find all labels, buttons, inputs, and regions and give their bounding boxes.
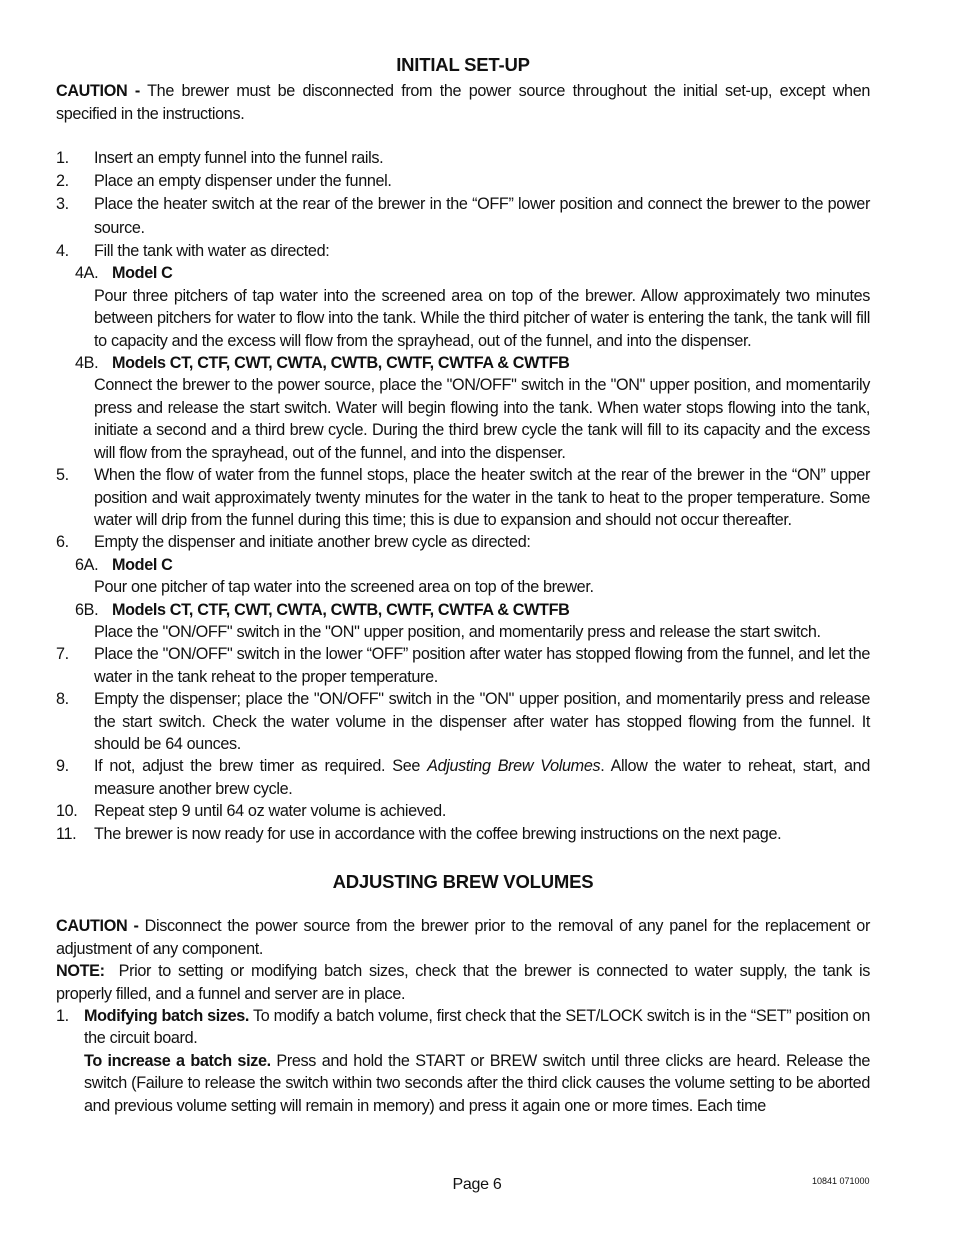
increase-label: To increase a batch size.: [84, 1051, 271, 1070]
item-number: 9.: [56, 757, 69, 776]
sub-item-label: Model C: [112, 264, 173, 283]
list-item: [56, 147, 870, 169]
list-item: [56, 755, 870, 800]
setup-caution: [56, 80, 870, 125]
list-item: [56, 240, 870, 262]
document-body: [56, 54, 870, 1117]
list-item: [56, 688, 870, 755]
adjusting-title: ADJUSTING BREW VOLUMES: [332, 871, 594, 892]
list-item: [56, 823, 870, 845]
sub-item-label: Models CT, CTF, CWT, CWTA, CWTB, CWTF, CWTFA & CWTFB: [112, 600, 570, 619]
sub-item-number: 6A.: [75, 555, 99, 574]
sub-item-number: 6B.: [75, 600, 99, 619]
note-label: NOTE:: [56, 962, 105, 981]
sub-item-number: 4B.: [75, 354, 99, 373]
note-text: Prior to setting or modifying batch sizes, check that the brewer is connected to water supply, the tank is properly filled, and a funnel and server are in place.: [56, 962, 871, 1003]
item-text: Empty the dispenser; place the "ON/OFF" switch in the "ON" upper position, and momentarily press and release the start switch. Check the water volume in the dispenser after water has stopped flowing from the funnel. It should be 64 ounces.: [94, 690, 870, 753]
item-number: 2.: [56, 171, 69, 190]
sub-item-heading: [56, 352, 870, 374]
sub-item-text: Pour one pitcher of tap water into the screened area on top of the brewer.: [94, 578, 594, 597]
sub-item-label: Model C: [112, 555, 173, 574]
list-item: [56, 1005, 870, 1050]
adjusting-caution: [56, 915, 870, 960]
sub-item-text: Pour three pitchers of tap water into the screened area on top of the brewer. Allow approximately two minutes between pitchers for water to flow into the tank. While the third pitcher of water is entering the tank, the tank will fill to capacity and the excess will flow from the sprayhead, out of the funnel, and into the dispenser.: [94, 286, 870, 350]
increase-text: Press and hold the START or BREW switch until three clicks are heard. Release the switch (Failure to release the switch within two seconds after the third click causes the volume setting to be aborted and previous volume setting will remain in memory) and press it again one or more times. Each time: [84, 1051, 870, 1115]
item-text: Place the "ON/OFF" switch in the lower “OFF” position after water has stopped flowing from the funnel, and let the water in the tank reheat to the proper temperature.: [94, 645, 870, 686]
item-text: Repeat step 9 until 64 oz water volume is achieved.: [94, 802, 446, 821]
sub-item-number: 4A.: [75, 264, 99, 283]
sub-item-heading: [56, 262, 870, 284]
list-item: [56, 643, 870, 688]
item-number: 1.: [56, 1007, 69, 1026]
list-item: [56, 800, 870, 822]
list-item: [56, 170, 870, 192]
adjusting-section: [56, 871, 870, 1117]
item-number: 1.: [56, 149, 69, 168]
item-text: To modify a batch volume, first check that the SET/LOCK switch is in the “SET” position on the circuit board.: [84, 1007, 870, 1048]
item-text: Empty the dispenser and initiate another brew cycle as directed:: [94, 533, 531, 552]
item-label: Modifying batch sizes.: [84, 1007, 250, 1026]
caution-label: CAUTION -: [56, 82, 140, 101]
adjusting-note: [56, 960, 870, 1005]
initial-setup-title: INITIAL SET-UP: [396, 54, 530, 75]
page-number: Page 6: [452, 1176, 502, 1193]
caution-text: The brewer must be disconnected from the power source throughout the initial set-up, except when specified in the instructions.: [56, 82, 870, 123]
item-number: 6.: [56, 533, 69, 552]
spacer: [56, 125, 870, 147]
item-text: The brewer is now ready for use in accordance with the coffee brewing instructions on the next page.: [94, 824, 782, 843]
item-number: 7.: [56, 645, 69, 664]
item-text: Place the heater switch at the rear of the brewer in the “OFF” lower position and connect the brewer to the power source.: [94, 195, 870, 238]
list-item: [56, 192, 870, 240]
list-item: [56, 464, 870, 531]
item-text: Insert an empty funnel into the funnel rails.: [94, 149, 384, 168]
sub-item-heading: [56, 554, 870, 576]
document-code: 10841 071000: [812, 1176, 870, 1186]
item-number: 5.: [56, 466, 69, 485]
item-text: When the flow of water from the funnel stops, place the heater switch at the rear of the brewer in the “ON” upper position and wait approximately twenty minutes for the water in the tank to heat to the proper temperature. Some water will drip from the funnel during this time; this is due to expansion and should not occur thereafter.: [94, 466, 870, 529]
item-number: 10.: [56, 802, 78, 821]
sub-item-heading: [56, 599, 870, 621]
item-text: Place an empty dispenser under the funnel.: [94, 171, 392, 190]
item-text: . Allow the water to reheat, start, and measure another brew cycle.: [94, 757, 870, 798]
spacer: [56, 897, 870, 915]
caution-text: Disconnect the power source from the brewer prior to the removal of any panel for the replacement or adjustment of any component.: [56, 917, 870, 958]
item-number: 4.: [56, 242, 69, 261]
item-number: 8.: [56, 690, 69, 709]
item-text: If not, adjust the brew timer as required. See: [94, 757, 428, 776]
item-text: Fill the tank with water as directed:: [94, 242, 330, 261]
sub-item-label: Models CT, CTF, CWT, CWTA, CWTB, CWTF, CWTFA & CWTFB: [112, 354, 570, 373]
item-number: 11.: [56, 824, 77, 843]
sub-item-text: Connect the brewer to the power source, place the "ON/OFF" switch in the "ON" upper position, and momentarily press and release the start switch. Water will begin flowing into the tank. When water stops flowing into the tank, initiate a second and a third brew cycle. During the third brew cycle the tank will fill to its capacity and the excess will flow from the sprayhead, out of the funnel, and into the dispenser.: [94, 376, 870, 462]
list-item: [56, 531, 870, 553]
caution-label: CAUTION -: [56, 917, 139, 936]
increase-batch-text: [56, 1050, 870, 1117]
sub-item-text: Place the "ON/OFF" switch in the "ON" upper position, and momentarily press and release the start switch.: [94, 622, 821, 641]
cross-reference: Adjusting Brew Volumes: [427, 757, 601, 776]
item-number: 3.: [56, 195, 69, 214]
